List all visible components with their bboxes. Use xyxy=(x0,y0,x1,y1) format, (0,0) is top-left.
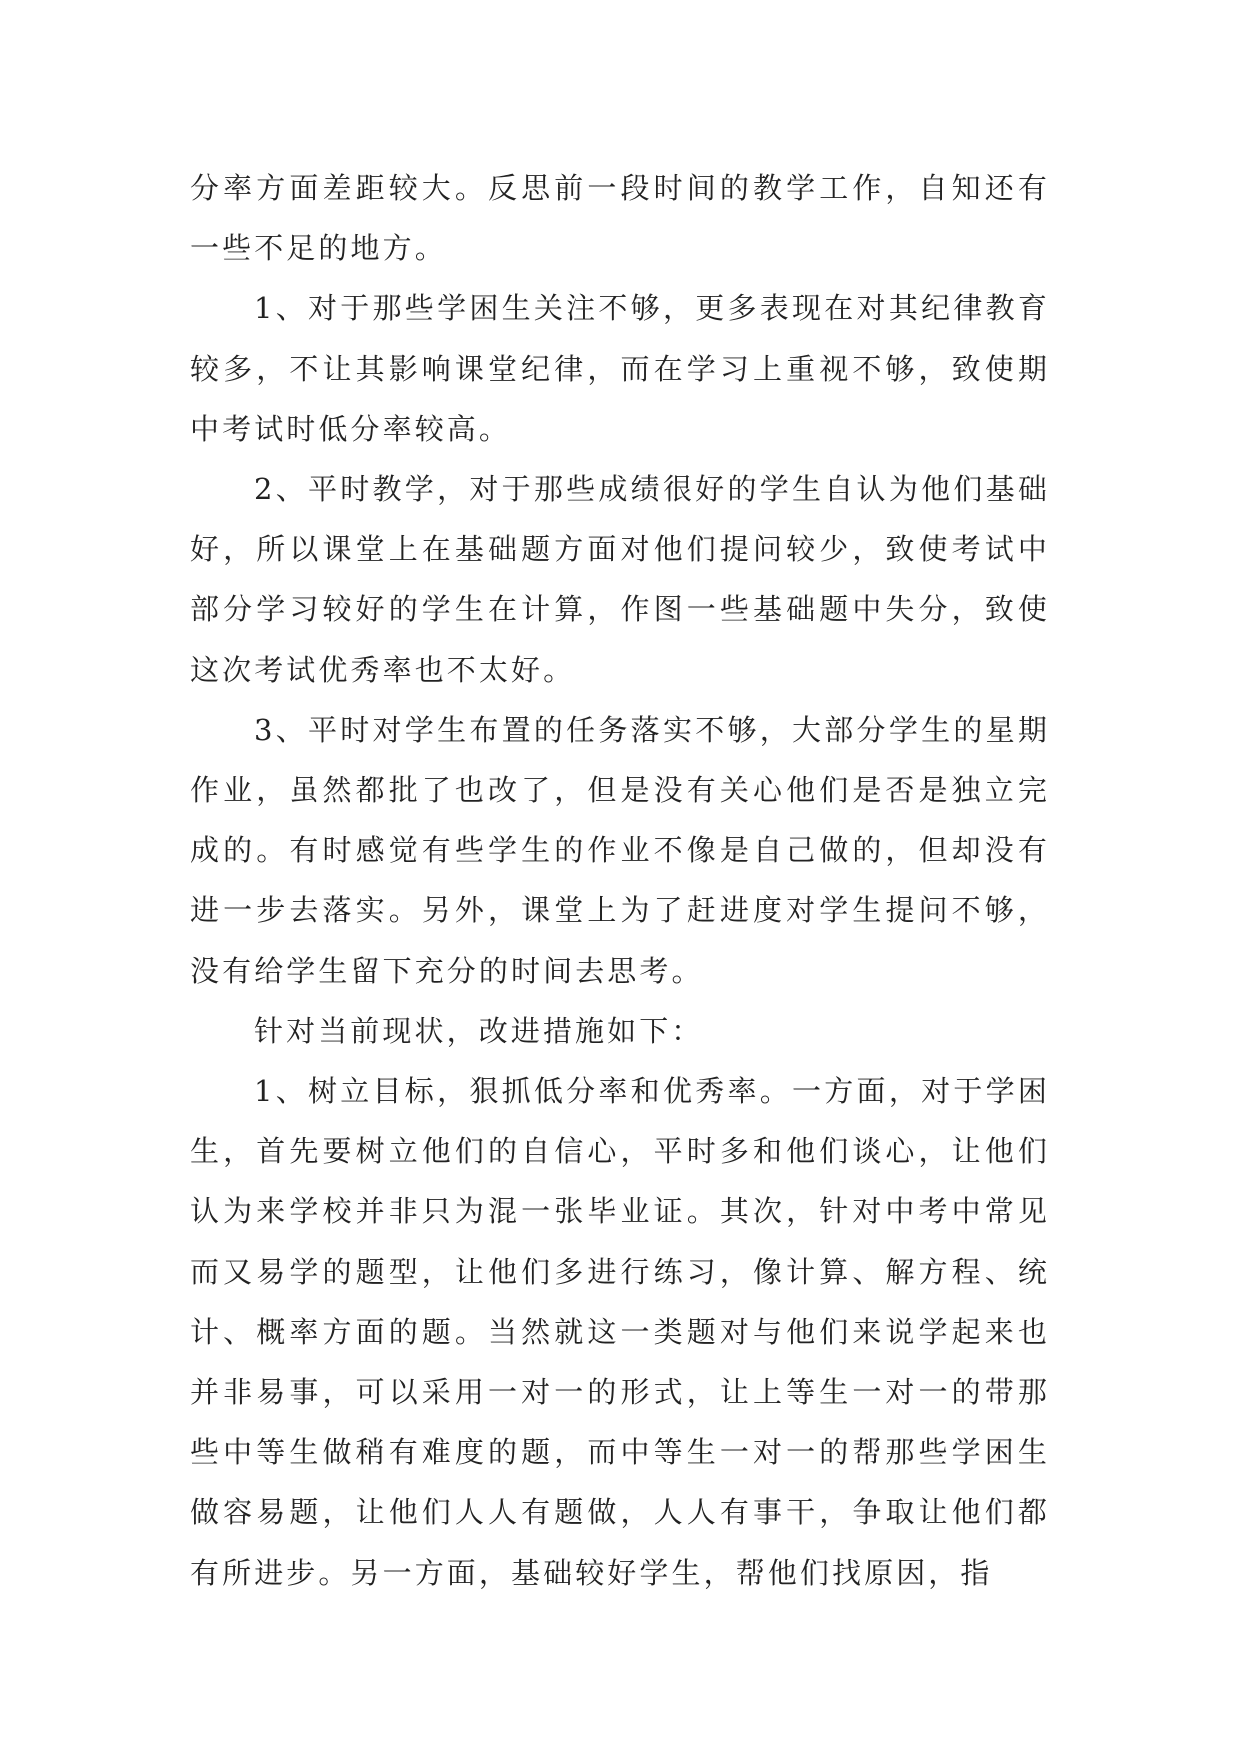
paragraph-issue-2: 2、平时教学，对于那些成绩很好的学生自认为他们基础好，所以课堂上在基础题方面对他们提问较少，致使考试中部分学习较好的学生在计算，作图一些基础题中失分，致使这次考试优秀率也不太好。 xyxy=(190,472,1050,687)
paragraph-measures-intro: 针对当前现状，改进措施如下： xyxy=(254,1013,704,1048)
paragraph-continuation: 分率方面差距较大。反思前一段时间的教学工作，自知还有一些不足的地方。 xyxy=(190,171,1050,266)
paragraph-issue-1: 1、对于那些学困生关注不够，更多表现在对其纪律教育较多，不让其影响课堂纪律，而在学习上重视不够，致使期中考试时低分率较高。 xyxy=(190,291,1050,446)
paragraph-measure-1: 1、树立目标，狠抓低分率和优秀率。一方面，对于学困生，首先要树立他们的自信心，平时多和他们谈心，让他们认为来学校并非只为混一张毕业证。其次，针对中考中常见而又易学的题型，让他们多进行练习，像计算、解方程、统计、概率方面的题。当然就这一类题对与他们来说学起来也并非易事，可以采用一对一的形式，让上等生一对一的带那些中等生做稍有难度的题，而中等生一对一的帮那些学困生做容易题，让他们人人有题做，人人有事干，争取让他们都有所进步。另一方面，基础较好学生，帮他们找原因，指 xyxy=(190,1074,1050,1590)
paragraph-issue-3: 3、平时对学生布置的任务落实不够，大部分学生的星期作业，虽然都批了也改了，但是没有关心他们是否是独立完成的。有时感觉有些学生的作业不像是自己做的，但却没有进一步去落实。另外，课堂上为了赶进度对学生提问不够，没有给学生留下充分的时间去思考。 xyxy=(190,712,1050,988)
body-text xyxy=(190,158,1050,1603)
